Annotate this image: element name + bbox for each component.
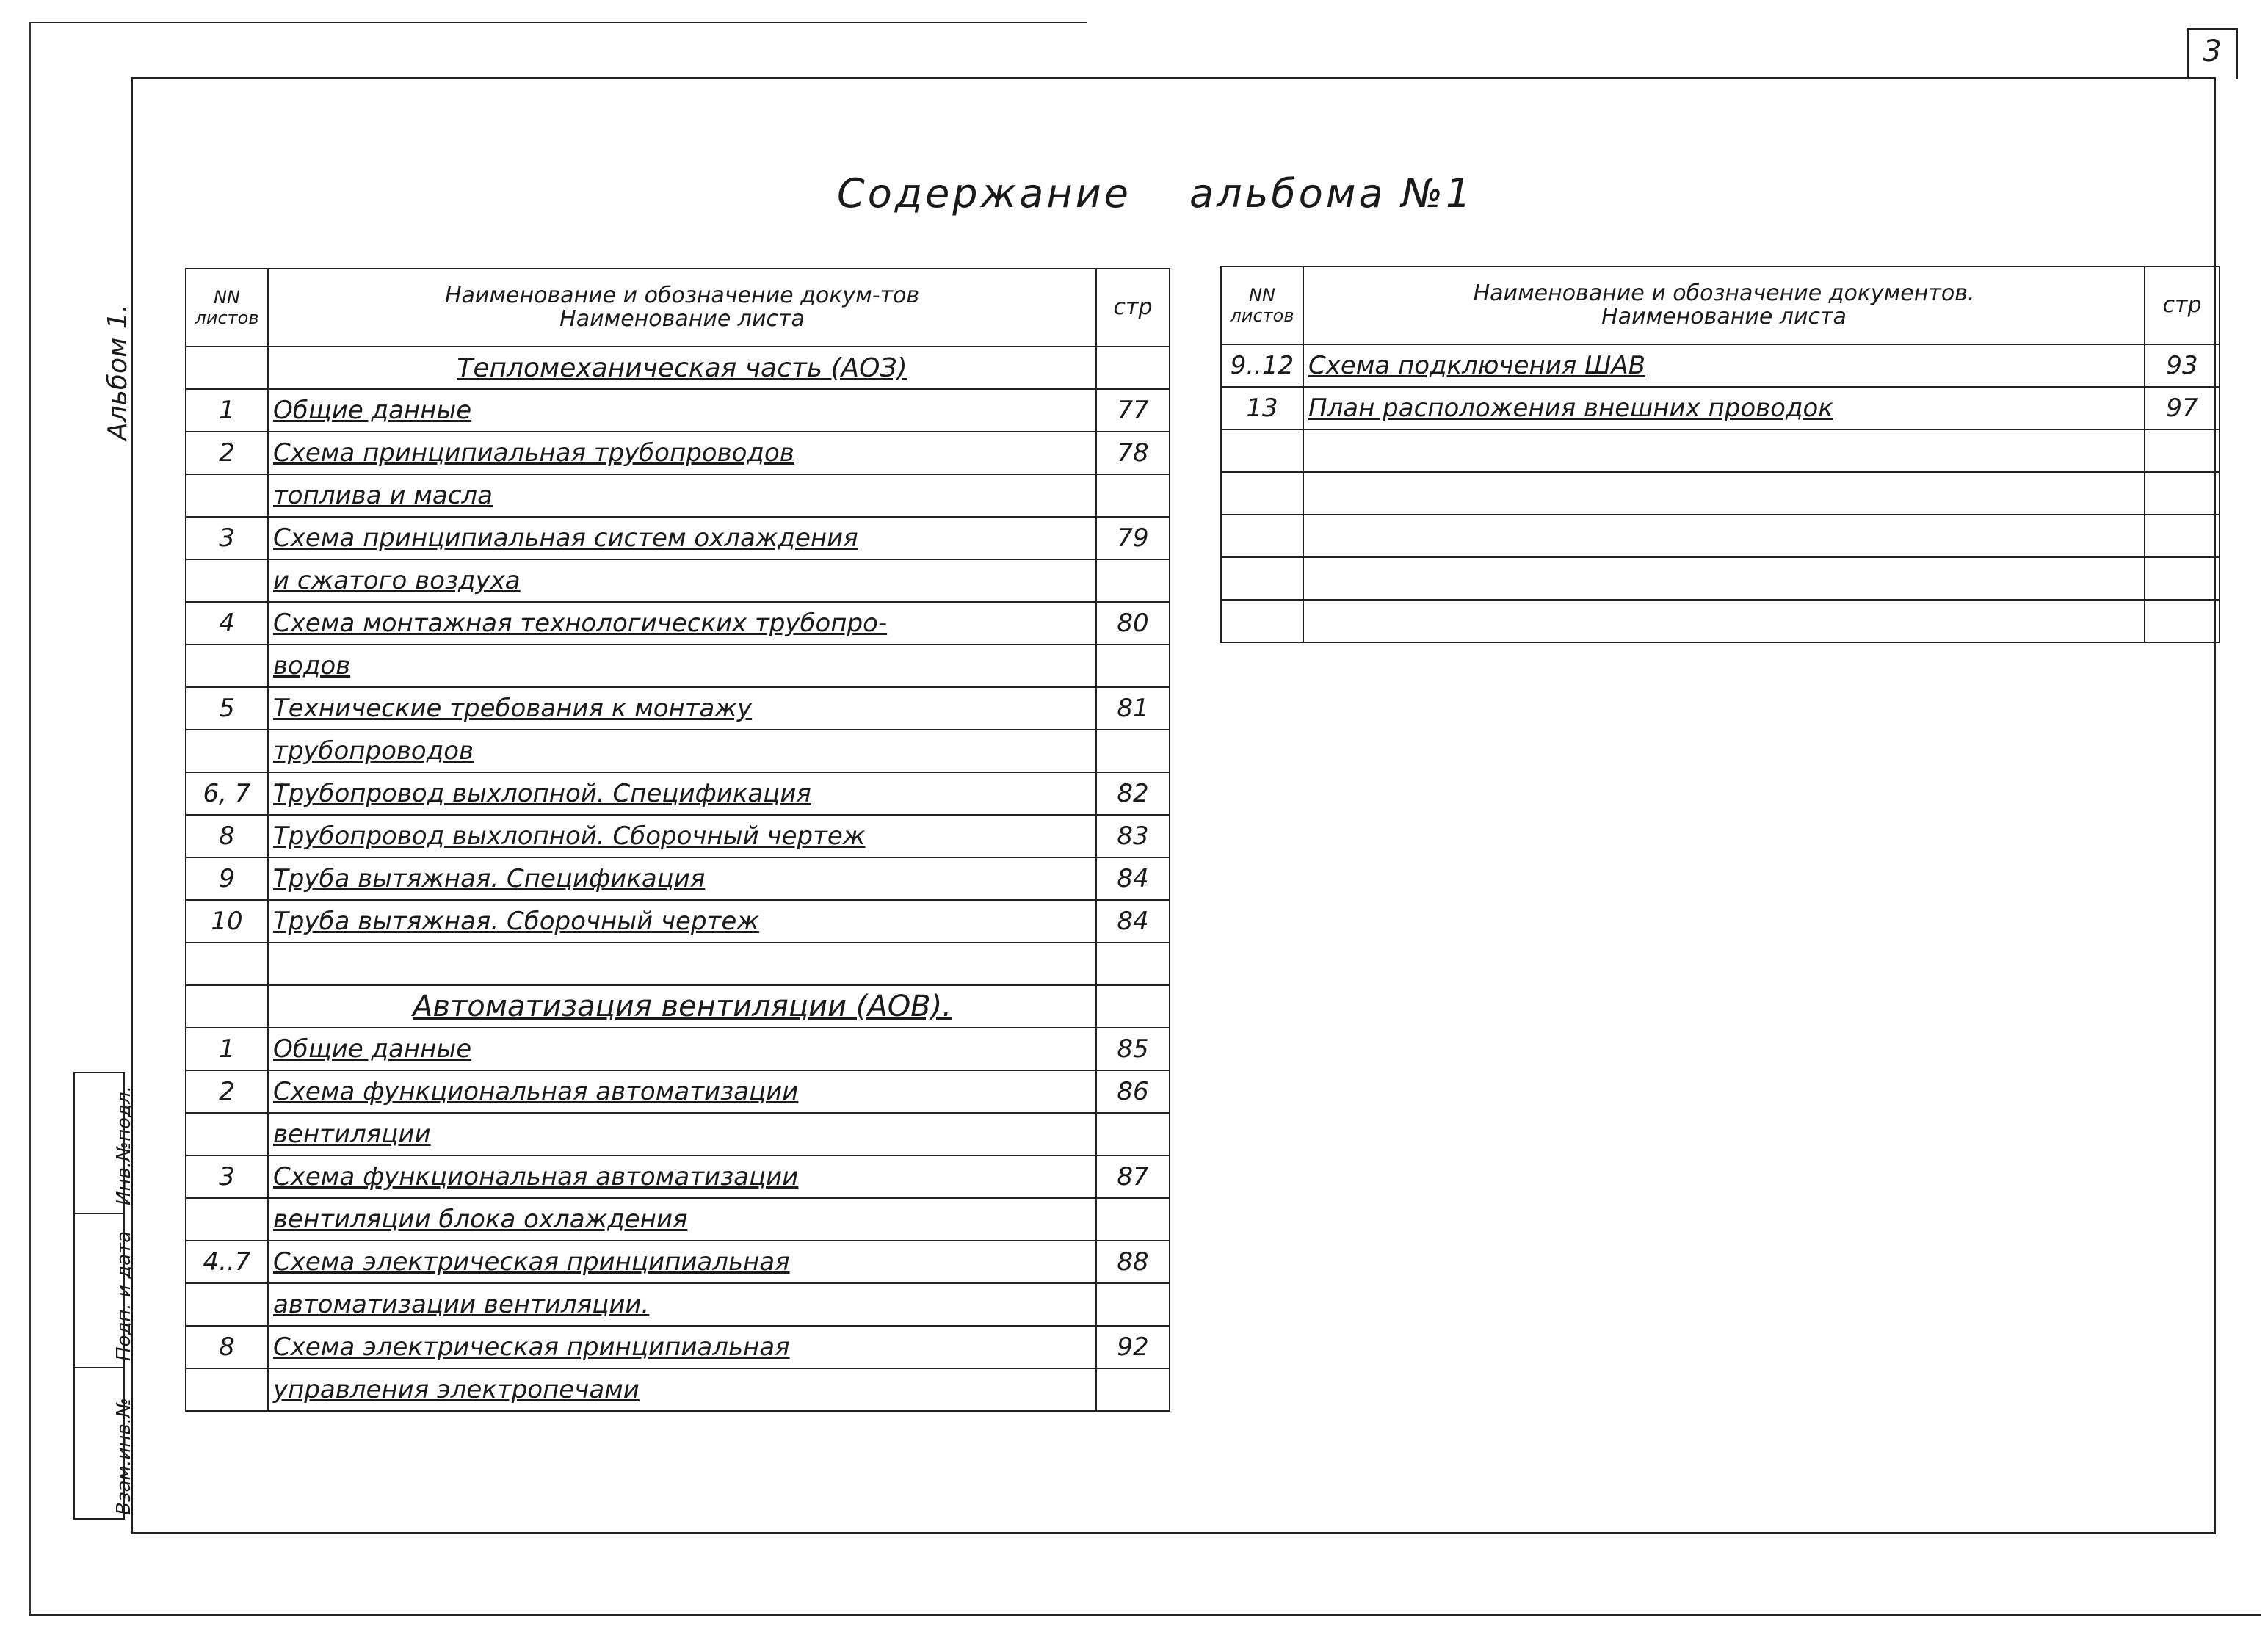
table-row bbox=[186, 772, 1170, 815]
table-row bbox=[186, 1326, 1170, 1368]
page-cell: 86 bbox=[1096, 1070, 1170, 1113]
sheet-number-cell bbox=[186, 985, 268, 1028]
stamp-label-inv-orig: Инв.№подл. bbox=[113, 1086, 135, 1205]
sheet-number-cell bbox=[186, 1113, 268, 1155]
sheet-number-cell: 2 bbox=[186, 1070, 268, 1113]
sheet-name-text: водов bbox=[273, 651, 351, 681]
sheet-name-cell bbox=[1303, 387, 2145, 429]
table-row bbox=[186, 900, 1170, 943]
header-sheet-number: NN листов bbox=[1221, 266, 1303, 344]
table-row bbox=[186, 687, 1170, 730]
sheet-name-cell bbox=[268, 602, 1096, 645]
table-row bbox=[1221, 429, 2220, 472]
stamp-cell-inv-orig bbox=[75, 1073, 135, 1213]
page-cell bbox=[1096, 1283, 1170, 1326]
sheet-number-cell: 5 bbox=[186, 687, 268, 730]
sheet-number-cell bbox=[186, 474, 268, 517]
sheet-name-cell bbox=[268, 1368, 1096, 1411]
table-row bbox=[1221, 344, 2220, 387]
sheet-name-cell bbox=[268, 1326, 1096, 1368]
page-cell: 81 bbox=[1096, 687, 1170, 730]
sheet-name-text: Общие данные bbox=[273, 1034, 472, 1064]
page-cell bbox=[2145, 557, 2220, 600]
table-row bbox=[1221, 472, 2220, 515]
sheet-name-cell bbox=[1303, 344, 2145, 387]
sheet-name-cell bbox=[268, 900, 1096, 943]
approval-stamp bbox=[73, 1072, 135, 1520]
sheet-name-text: Схема принципиальная систем охлаждения bbox=[273, 523, 858, 553]
table-row bbox=[1221, 600, 2220, 642]
outer-border-bottom bbox=[29, 1614, 2261, 1616]
stamp-label-replacement: Взам.инв.№ bbox=[113, 1398, 135, 1515]
page-cell bbox=[1096, 645, 1170, 687]
sheet-name-text: Схема электрическая принципиальная bbox=[273, 1247, 790, 1277]
sheet-number-cell bbox=[186, 1283, 268, 1326]
table-row bbox=[186, 985, 1170, 1028]
sheet-name-text: Схема функциональная автоматизации bbox=[273, 1077, 799, 1106]
page-cell: 87 bbox=[1096, 1155, 1170, 1198]
contents-table-left bbox=[185, 268, 1170, 1412]
sheet-name-cell bbox=[1303, 515, 2145, 557]
sheet-name-cell bbox=[268, 730, 1096, 772]
table-row bbox=[186, 1241, 1170, 1283]
document-title: Содержание bbox=[837, 170, 1131, 217]
sheet-name-cell bbox=[1303, 429, 2145, 472]
page-cell: 85 bbox=[1096, 1028, 1170, 1070]
table-row bbox=[186, 347, 1170, 389]
sheet-number-cell: 3 bbox=[186, 1155, 268, 1198]
table-row bbox=[186, 1368, 1170, 1411]
sheet-name-text: Автоматизация вентиляции (АОВ). bbox=[413, 990, 952, 1023]
page-cell bbox=[1096, 985, 1170, 1028]
sheet-name-text: управления электропечами bbox=[273, 1375, 640, 1404]
page-cell: 78 bbox=[1096, 432, 1170, 474]
sheet-name-text: Схема принципиальная трубопроводов bbox=[273, 438, 794, 468]
table-row bbox=[186, 1113, 1170, 1155]
page-cell bbox=[2145, 515, 2220, 557]
sheet-name-cell bbox=[268, 1070, 1096, 1113]
sheet-name-cell bbox=[268, 1155, 1096, 1198]
page-cell bbox=[1096, 1368, 1170, 1411]
sheet-number-cell: 3 bbox=[186, 517, 268, 559]
sheet-number-cell: 4..7 bbox=[186, 1241, 268, 1283]
page-number: 3 bbox=[2203, 35, 2222, 68]
page-cell bbox=[2145, 472, 2220, 515]
sheet-name-text: вентиляции блока охлаждения bbox=[273, 1205, 688, 1234]
table-row bbox=[186, 517, 1170, 559]
sheet-name-text: Общие данные bbox=[273, 396, 472, 425]
page-cell bbox=[2145, 600, 2220, 642]
sheet-name-text: и сжатого воздуха bbox=[273, 566, 521, 595]
sheet-name-cell bbox=[268, 474, 1096, 517]
sheet-number-cell: 9 bbox=[186, 857, 268, 900]
sheet-name-cell bbox=[268, 1198, 1096, 1241]
sheet-name-cell bbox=[268, 432, 1096, 474]
sheet-name-cell bbox=[268, 943, 1096, 985]
header-sheet-number: NN листов bbox=[186, 269, 268, 347]
sheet-number-cell bbox=[1221, 557, 1303, 600]
sheet-name-cell bbox=[268, 645, 1096, 687]
sheet-number-cell: 10 bbox=[186, 900, 268, 943]
page-cell bbox=[1096, 1198, 1170, 1241]
sheet-number-cell bbox=[1221, 472, 1303, 515]
header-page: стр bbox=[1096, 269, 1170, 347]
sheet-name-text: Схема функциональная автоматизации bbox=[273, 1162, 799, 1191]
page-cell: 97 bbox=[2145, 387, 2220, 429]
stamp-label-signature: Подп. и дата bbox=[113, 1230, 135, 1361]
sheet-name-text: автоматизации вентиляции. bbox=[273, 1290, 650, 1319]
page-cell: 82 bbox=[1096, 772, 1170, 815]
table-row bbox=[186, 1028, 1170, 1070]
album-title: альбома №1 bbox=[1189, 170, 1474, 217]
sheet-number-cell bbox=[1221, 515, 1303, 557]
sheet-name-cell bbox=[268, 687, 1096, 730]
stamp-cell-replacement bbox=[75, 1367, 135, 1523]
sheet-number-cell: 8 bbox=[186, 1326, 268, 1368]
sheet-name-cell bbox=[1303, 557, 2145, 600]
sheet-name-cell bbox=[268, 389, 1096, 432]
table-row bbox=[186, 857, 1170, 900]
page-cell: 84 bbox=[1096, 857, 1170, 900]
sheet-name-cell bbox=[268, 857, 1096, 900]
sheet-name-text: Тепломеханическая часть (АОЗ) bbox=[457, 352, 907, 383]
header-name-line1: Наименование и обозначение документов. bbox=[1473, 280, 1975, 306]
header-name-line1: Наименование и обозначение докум-тов bbox=[444, 283, 920, 308]
sheet-number-cell bbox=[186, 730, 268, 772]
sheet-name-text: Технические требования к монтажу bbox=[273, 694, 753, 723]
stamp-cell-signature bbox=[75, 1213, 135, 1368]
sheet-number-cell bbox=[186, 559, 268, 602]
sheet-number-cell bbox=[186, 1198, 268, 1241]
header-page: стр bbox=[2145, 266, 2220, 344]
sheet-number-cell bbox=[186, 347, 268, 389]
page-cell: 77 bbox=[1096, 389, 1170, 432]
sheet-number-cell: 9..12 bbox=[1221, 344, 1303, 387]
table-row bbox=[186, 602, 1170, 645]
table-row bbox=[186, 943, 1170, 985]
sheet-number-cell bbox=[186, 943, 268, 985]
page-cell bbox=[1096, 943, 1170, 985]
sheet-name-cell bbox=[268, 1241, 1096, 1283]
sheet-number-cell bbox=[1221, 429, 1303, 472]
sheet-name-text: Схема монтажная технологических трубопро- bbox=[273, 609, 888, 638]
sheet-name-text: Трубопровод выхлопной. Спецификация bbox=[273, 779, 811, 808]
sheet-name-cell bbox=[268, 559, 1096, 602]
page-cell: 80 bbox=[1096, 602, 1170, 645]
sheet-name-text: Схема электрическая принципиальная bbox=[273, 1332, 790, 1362]
page-number-box bbox=[2187, 28, 2238, 79]
sheet-number-cell bbox=[186, 1368, 268, 1411]
page-cell: 84 bbox=[1096, 900, 1170, 943]
outer-border-left bbox=[29, 22, 31, 1615]
table-row bbox=[186, 1155, 1170, 1198]
sheet-name-text: топлива и масла bbox=[273, 481, 493, 510]
header-name-line2: Наименование листа bbox=[1601, 304, 1847, 330]
table-row bbox=[186, 432, 1170, 474]
sheet-name-cell bbox=[268, 1028, 1096, 1070]
header-name-line2: Наименование листа bbox=[559, 306, 805, 332]
sheet-number-cell bbox=[186, 645, 268, 687]
page-cell: 88 bbox=[1096, 1241, 1170, 1283]
sheet-name-text: Труба вытяжная. Спецификация bbox=[273, 864, 706, 893]
table-header-row bbox=[1221, 266, 2220, 344]
page-cell bbox=[2145, 429, 2220, 472]
sheet-number-cell: 6, 7 bbox=[186, 772, 268, 815]
sheet-number-cell: 4 bbox=[186, 602, 268, 645]
page-cell: 93 bbox=[2145, 344, 2220, 387]
table-row bbox=[1221, 515, 2220, 557]
sheet-name-cell bbox=[268, 985, 1096, 1028]
page-cell: 92 bbox=[1096, 1326, 1170, 1368]
sheet-name-cell bbox=[268, 1283, 1096, 1326]
header-name bbox=[268, 269, 1096, 347]
table-header-row bbox=[186, 269, 1170, 347]
sheet-name-cell bbox=[268, 347, 1096, 389]
page-cell bbox=[1096, 559, 1170, 602]
sheet-name-cell bbox=[268, 1113, 1096, 1155]
sheet-name-cell bbox=[268, 517, 1096, 559]
outer-border-top bbox=[29, 22, 1087, 23]
side-album-label: Альбом 1. bbox=[103, 303, 133, 440]
sheet-name-text: трубопроводов bbox=[273, 736, 474, 766]
sheet-name-cell bbox=[1303, 600, 2145, 642]
table-row bbox=[1221, 557, 2220, 600]
page-cell bbox=[1096, 474, 1170, 517]
sheet-name-text: Схема подключения ШАВ bbox=[1308, 351, 1646, 380]
sheet-number-cell: 1 bbox=[186, 389, 268, 432]
sheet-name-cell bbox=[268, 815, 1096, 857]
sheet-name-cell bbox=[268, 772, 1096, 815]
sheet-name-text: Трубопровод выхлопной. Сборочный чертеж bbox=[273, 821, 866, 851]
sheet-number-cell bbox=[1221, 600, 1303, 642]
table-row bbox=[186, 1198, 1170, 1241]
sheet-number-cell: 8 bbox=[186, 815, 268, 857]
sheet-name-cell bbox=[1303, 472, 2145, 515]
table-row bbox=[186, 474, 1170, 517]
contents-table-right bbox=[1220, 266, 2220, 643]
table-row bbox=[186, 730, 1170, 772]
table-row bbox=[186, 389, 1170, 432]
sheet-name-text: План расположения внешних проводок bbox=[1308, 393, 1833, 423]
sheet-number-cell: 2 bbox=[186, 432, 268, 474]
page-cell: 79 bbox=[1096, 517, 1170, 559]
sheet-number-cell: 1 bbox=[186, 1028, 268, 1070]
sheet-name-text: Труба вытяжная. Сборочный чертеж bbox=[273, 907, 759, 936]
table-row bbox=[186, 1070, 1170, 1113]
sheet-number-cell: 13 bbox=[1221, 387, 1303, 429]
page-cell bbox=[1096, 730, 1170, 772]
table-row bbox=[186, 815, 1170, 857]
header-name bbox=[1303, 266, 2145, 344]
page-cell: 83 bbox=[1096, 815, 1170, 857]
table-row bbox=[186, 559, 1170, 602]
page-cell bbox=[1096, 1113, 1170, 1155]
table-row bbox=[186, 645, 1170, 687]
page-cell bbox=[1096, 347, 1170, 389]
table-row bbox=[186, 1283, 1170, 1326]
sheet-name-text: вентиляции bbox=[273, 1120, 431, 1149]
table-row bbox=[1221, 387, 2220, 429]
